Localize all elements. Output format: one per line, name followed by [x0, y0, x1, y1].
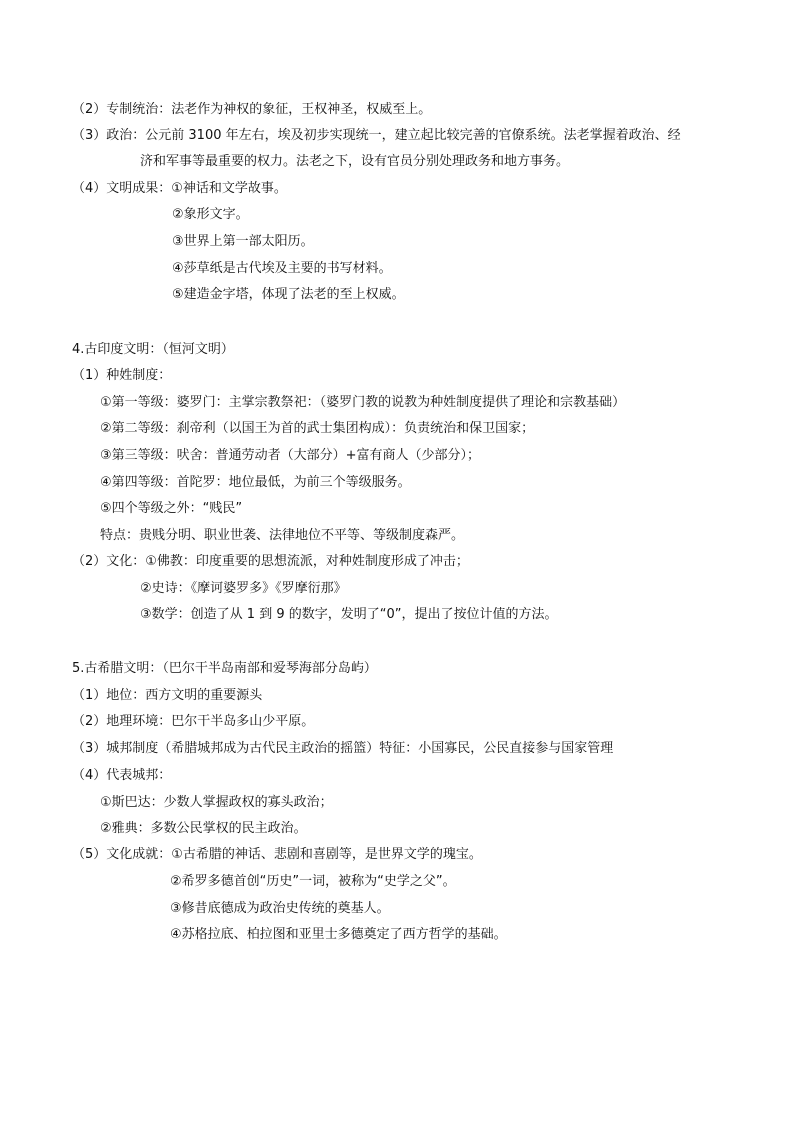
greece-culture-4: ④苏格拉底、柏拉图和亚里士多德奠定了西方哲学的基础。: [170, 927, 507, 942]
greece-culture: （5）文化成就：①古希腊的神话、悲剧和喜剧等，是世界文学的瑰宝。: [72, 847, 482, 862]
india-caste-1: ①第一等级：婆罗门：主掌宗教祭祀：（婆罗门教的说教为种姓制度提供了理论和宗教基础）: [100, 395, 626, 410]
greece-representative: （4）代表城邦：: [72, 768, 172, 783]
greece-heading: 5.古希腊文明：（巴尔干半岛南部和爱琴海部分岛屿）: [72, 661, 377, 676]
greece-culture-3: ③修昔底德成为政治史传统的奠基人。: [170, 901, 390, 916]
egypt-achievements: （4）文明成果：①神话和文学故事。: [72, 181, 287, 196]
india-caste-5: ⑤四个等级之外：“贱民”: [100, 501, 243, 516]
egypt-autocracy: （2）专制统治：法老作为神权的象征，王权神圣，权威至上。: [72, 102, 432, 117]
india-caste-2: ②第二等级：刹帝利（以国王为首的武士集团构成）：负责统治和保卫国家；: [100, 421, 535, 436]
egypt-politics: （3）政治：公元前 3100 年左右，埃及初步实现统一，建立起比较完善的官僚系统。法老掌握着政治、经: [72, 128, 681, 143]
egypt-achievement-3: ③世界上第一部太阳历。: [172, 234, 314, 249]
egypt-achievement-4: ④莎草纸是古代埃及主要的书写材料。: [172, 261, 392, 276]
egypt-achievement-2: ②象形文字。: [172, 207, 249, 222]
india-caste-title: （1）种姓制度：: [72, 368, 172, 383]
india-epics: ②史诗：《摩诃婆罗多》《罗摩衍那》: [140, 581, 347, 596]
india-caste-3: ③第三等级：吠舍：普通劳动者（大部分）+富有商人（少部分）；: [100, 448, 481, 463]
greece-sparta: ①斯巴达：少数人掌握政权的寡头政治；: [100, 795, 333, 810]
greece-city-state: （3）城邦制度（希腊城邦成为古代民主政治的摇篮）特征：小国寡民，公民直接参与国家管理: [72, 741, 614, 756]
egypt-achievement-5: ⑤建造金字塔，体现了法老的至上权威。: [172, 287, 405, 302]
greece-status: （1）地位：西方文明的重要源头: [72, 688, 263, 703]
india-math: ③数学：创造了从 1 到 9 的数字，发明了“0”，提出了按位计值的方法。: [140, 607, 558, 622]
greece-geography: （2）地理环境：巴尔干半岛多山少平原。: [72, 714, 315, 729]
greece-athens: ②雅典：多数公民掌权的民主政治。: [100, 821, 307, 836]
india-culture: （2）文化：①佛教：印度重要的思想流派，对种姓制度形成了冲击；: [72, 554, 469, 569]
india-heading: 4.古印度文明：（恒河文明）: [72, 342, 234, 357]
india-caste-4: ④第四等级：首陀罗：地位最低，为前三个等级服务。: [100, 475, 411, 490]
india-caste-feature: 特点：贵贱分明、职业世袭、法律地位不平等、等级制度森严。: [100, 528, 465, 543]
egypt-politics-cont: 济和军事等最重要的权力。法老之下，设有官员分别处理政务和地方事务。: [140, 154, 570, 169]
greece-culture-2: ②希罗多德首创“历史”一词，被称为“史学之父”。: [170, 874, 456, 889]
